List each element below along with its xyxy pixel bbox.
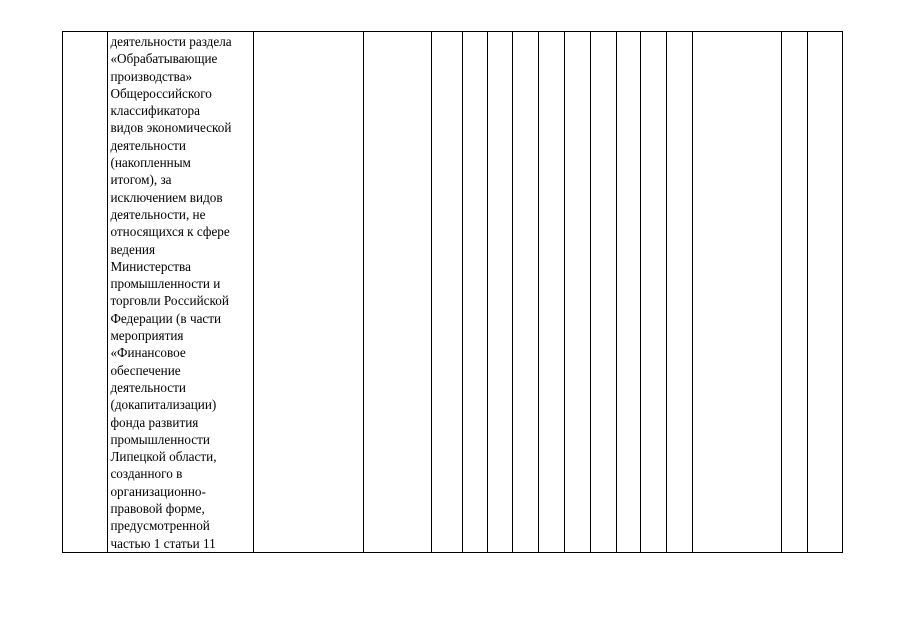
table-cell [693, 32, 782, 553]
table-cell [590, 32, 616, 553]
table-cell [564, 32, 590, 553]
data-table [62, 31, 843, 553]
table-cell [363, 32, 431, 553]
table-cell [254, 32, 364, 553]
table-cell [462, 32, 487, 553]
table-cell-description [108, 32, 254, 553]
table-cell [616, 32, 641, 553]
table-row [63, 32, 843, 553]
table-cell [667, 32, 693, 553]
table-cell [513, 32, 539, 553]
table-cell [807, 32, 842, 553]
table-cell [781, 32, 807, 553]
table-cell-number [63, 32, 108, 553]
table-cell [539, 32, 565, 553]
description-text: деятельности раздела «Обрабатывающие производства» Общероссийского классификатора видов экономической деятельности (накопленным итогом), за исключением видов деятельности, не относящихся к сфере ведения Министерства промышленности и торговли Российской Федерации (в части мероприятия «Финансовое обеспечение деятельности (докапитализации) фонда развития промышленности Липецкой области, созданного в организационно- правовой форме, предусмотренной частью 1 статьи 11 [110, 34, 232, 551]
table-cell [641, 32, 667, 553]
table-cell [431, 32, 462, 553]
table-cell [487, 32, 513, 553]
